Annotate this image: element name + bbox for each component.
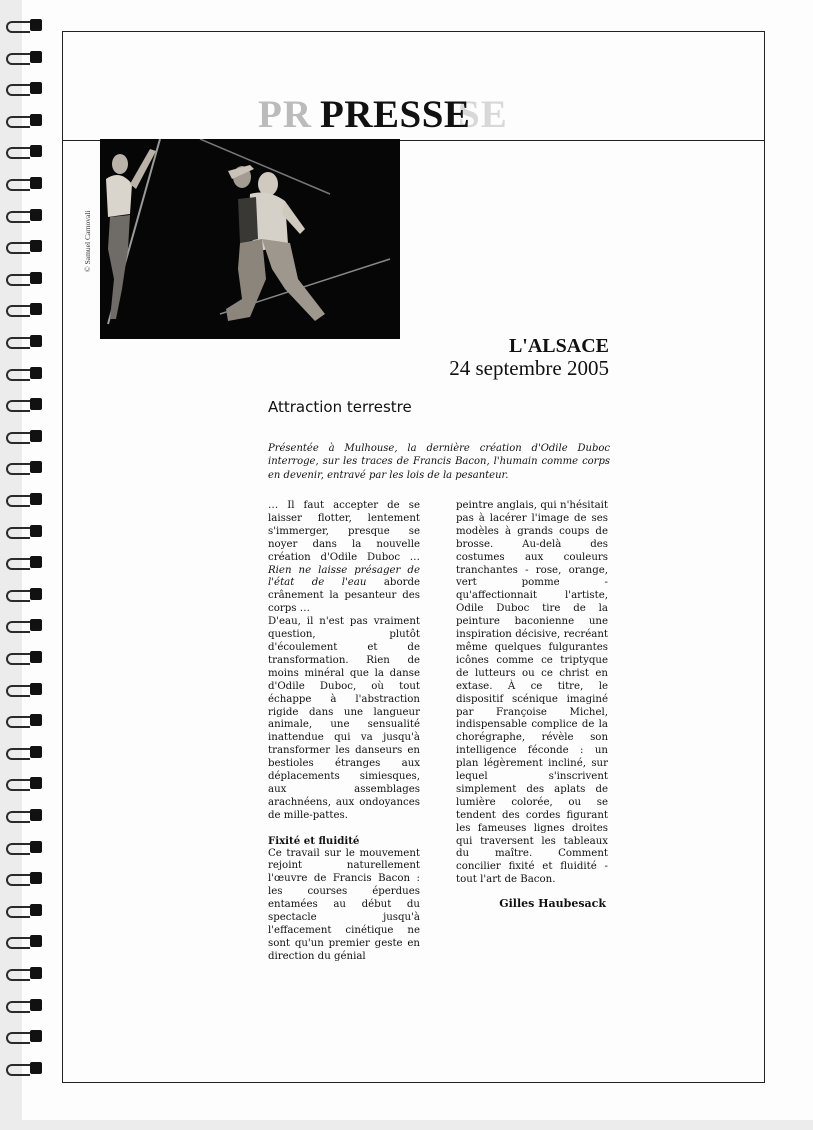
header [258, 92, 548, 138]
spiral-ring [6, 713, 44, 727]
spiral-ring [6, 176, 44, 190]
paragraph-2: D'eau, il n'est pas vraiment question, plutôt d'écoulement et de transformation. Rien de moins minéral que la danse d'Odile Duboc, où tout échappe à l'abstraction rigide dans une langueur animale, une sensualité inattendue qui va jusqu'à transformer les danseurs en bestioles étranges aux déplacements simiesques, aux assemblages arachnéens, aux ondoyances de mille-pattes. [268, 616, 420, 821]
article-column-2 [456, 500, 608, 887]
article-column-1 [268, 500, 420, 964]
paragraph-1-italic: Rien ne laisse présager de l'état de l'eau [268, 564, 420, 589]
paragraph-1 [268, 500, 420, 616]
title-ghost-right: SE [458, 93, 508, 136]
spiral-ring [6, 555, 44, 569]
spiral-ring [6, 808, 44, 822]
spiral-ring [6, 934, 44, 948]
spiral-ring [6, 776, 44, 790]
article-headline: Attraction terrestre [268, 398, 412, 416]
spiral-ring [6, 903, 44, 917]
author-signature: Gilles Haubesack [499, 897, 606, 910]
article-lead: Présentée à Mulhouse, la dernière création d'Odile Duboc interroge, sur les traces de Francis Bacon, l'humain comme corps en devenir, entravé par les lois de la pesanteur. [268, 443, 610, 481]
spiral-ring [6, 144, 44, 158]
publication-block [449, 336, 609, 379]
spiral-ring [6, 587, 44, 601]
spiral-ring [6, 113, 44, 127]
spiral-ring [6, 239, 44, 253]
spiral-ring [6, 302, 44, 316]
paragraph-4: peintre anglais, qui n'hésitait pas à lacérer l'image de ses modèles à grands coups de brosse. Au-delà des costumes aux couleurs tranchantes - rose, orange, vert pomme - qu'affectionnait l'artiste, Odile Duboc tire de la peinture baconienne une inspiration décisive, recréant même quelques fulgurantes icônes comme ce triptyque de lutteurs ou ce christ en extase. À ce titre, le dispositif scénique imaginé par Françoise Michel, indispensable complice de la chorégraphe, révèle son intelligence féconde : un plan légèrement incliné, sur lequel s'inscrivent simplement des aplats de lumière colorée, ou se tendent des cordes figurant les fameuses lignes droites qui traversent les tableaux du maître. Comment concilier fixité et fluidité - tout l'art de Bacon. [456, 500, 608, 886]
spiral-ring [6, 18, 44, 32]
paragraph-3: Ce travail sur le mouvement rejoint naturellement l'œuvre de Francis Bacon : les courses éperdues entamées au début du spectacle jusqu'à l'effacement cinétique ne sont qu'un premier geste en direction du génial [268, 847, 420, 962]
dance-photo [100, 139, 400, 339]
spiral-ring [6, 334, 44, 348]
spiral-ring [6, 524, 44, 538]
spiral-ring [6, 618, 44, 632]
dance-photo-icon [100, 139, 400, 339]
section-subhead: Fixité et fluidité [268, 834, 360, 847]
page-title: PRESSE [320, 93, 471, 136]
spiral-ring [6, 682, 44, 696]
spiral-ring [6, 745, 44, 759]
photo-credit: © Samuel Carnovali [83, 210, 92, 272]
spiral-ring [6, 1061, 44, 1075]
spiral-ring [6, 1029, 44, 1043]
spiral-ring [6, 271, 44, 285]
spiral-ring [6, 871, 44, 885]
publication-name: L'ALSACE [508, 335, 609, 357]
spiral-ring [6, 998, 44, 1012]
publication-date: 24 septembre 2005 [449, 356, 609, 380]
spiral-ring [6, 840, 44, 854]
spiral-ring [6, 208, 44, 222]
paragraph-1-end: aborde crânement la pesanteur des corps … [268, 577, 420, 615]
spiral-ring [6, 50, 44, 64]
spiral-ring [6, 366, 44, 380]
spiral-binding [6, 18, 44, 1108]
spiral-ring [6, 397, 44, 411]
title-ghost-left: PR [258, 93, 312, 136]
spiral-ring [6, 460, 44, 474]
spiral-ring [6, 966, 44, 980]
spiral-ring [6, 492, 44, 506]
spiral-ring [6, 81, 44, 95]
paragraph-1-start: … Il faut accepter de se laisser flotter, lentement s'immerger, presque se noyer dans la nouvelle création d'Odile Duboc … [268, 500, 420, 563]
spiral-ring [6, 429, 44, 443]
spiral-ring [6, 650, 44, 664]
